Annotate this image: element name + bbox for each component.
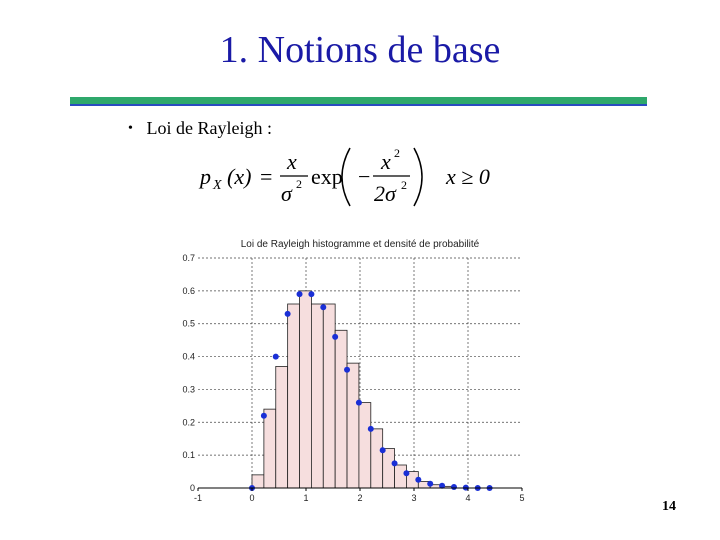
density-point: [332, 334, 338, 340]
histogram-bar: [395, 465, 407, 488]
title-rule: [70, 97, 647, 107]
histogram-bar: [323, 304, 335, 488]
density-point: [344, 367, 350, 373]
formula-condition: x ≥ 0: [446, 164, 490, 189]
y-tick-label: 0.1: [182, 450, 195, 461]
histogram-bar: [311, 304, 323, 488]
y-tick-label: 0.3: [182, 384, 195, 395]
x-tick-label: 0: [249, 493, 255, 503]
formula-p-sub: X: [213, 178, 222, 193]
formula-inner-den: 2σ: [374, 181, 396, 206]
histogram-bar: [288, 304, 300, 488]
formula-inner-den-exp: 2: [401, 178, 407, 192]
formula-den-exp: 2: [296, 177, 302, 191]
formula-num: x: [287, 149, 297, 174]
chart-title: Loi de Rayleigh histogramme et densité de probabilité: [240, 239, 480, 250]
bullet-text: Loi de Rayleigh :: [146, 118, 272, 138]
formula-equals: =: [260, 164, 273, 189]
formula-minus: −: [358, 164, 371, 189]
density-point: [451, 484, 457, 490]
y-tick-label: 0.6: [182, 285, 195, 296]
density-point: [415, 477, 421, 483]
histogram-bar: [335, 330, 347, 488]
rayleigh-chart: [160, 232, 540, 507]
density-point: [285, 311, 291, 317]
formula-inner-num: x: [381, 149, 391, 174]
density-point: [261, 413, 267, 419]
density-point: [403, 470, 409, 476]
x-tick-label: 5: [519, 493, 525, 503]
formula-exp: exp: [311, 164, 343, 189]
rayleigh-formula: [198, 142, 508, 212]
bullet-dot: •: [128, 121, 133, 136]
formula-p: p: [200, 164, 211, 189]
y-tick-label: 0: [189, 483, 195, 493]
y-tick-label: 0.4: [182, 351, 195, 362]
formula-den: σ: [281, 181, 292, 206]
bullet-item: [128, 118, 272, 139]
histogram-bar: [276, 366, 288, 488]
density-point: [427, 481, 433, 487]
density-point: [368, 426, 374, 432]
x-tick-label: -1: [193, 493, 203, 503]
y-tick-label: 0.5: [182, 318, 195, 329]
density-point: [308, 291, 314, 297]
y-tick-label: 0.7: [182, 253, 195, 263]
title-rule-green: [70, 97, 647, 105]
histogram-bar: [371, 429, 383, 488]
x-tick-label: 3: [411, 493, 417, 503]
x-tick-label: 2: [357, 493, 363, 503]
x-tick-label: 1: [303, 493, 309, 503]
y-tick-label: 0.2: [182, 417, 195, 428]
histogram-bar: [359, 403, 371, 488]
formula-left-paren: [342, 148, 350, 206]
density-point: [380, 447, 386, 453]
slide-title: 1. Notions de base: [219, 29, 501, 71]
density-point: [273, 354, 279, 360]
histogram-bar: [264, 409, 276, 488]
histogram-bar: [383, 449, 395, 488]
x-tick-label: 4: [465, 493, 471, 503]
density-point: [356, 400, 362, 406]
density-point: [320, 304, 326, 310]
histogram-bar: [347, 363, 359, 488]
histogram-bar: [300, 291, 312, 488]
formula-arg: (x): [227, 164, 252, 189]
title-rule-blue: [70, 104, 647, 106]
formula-inner-num-exp: 2: [394, 146, 400, 160]
density-point: [297, 291, 303, 297]
density-point: [392, 460, 398, 466]
page-number: 14: [662, 499, 676, 514]
formula-right-paren: [414, 148, 422, 206]
